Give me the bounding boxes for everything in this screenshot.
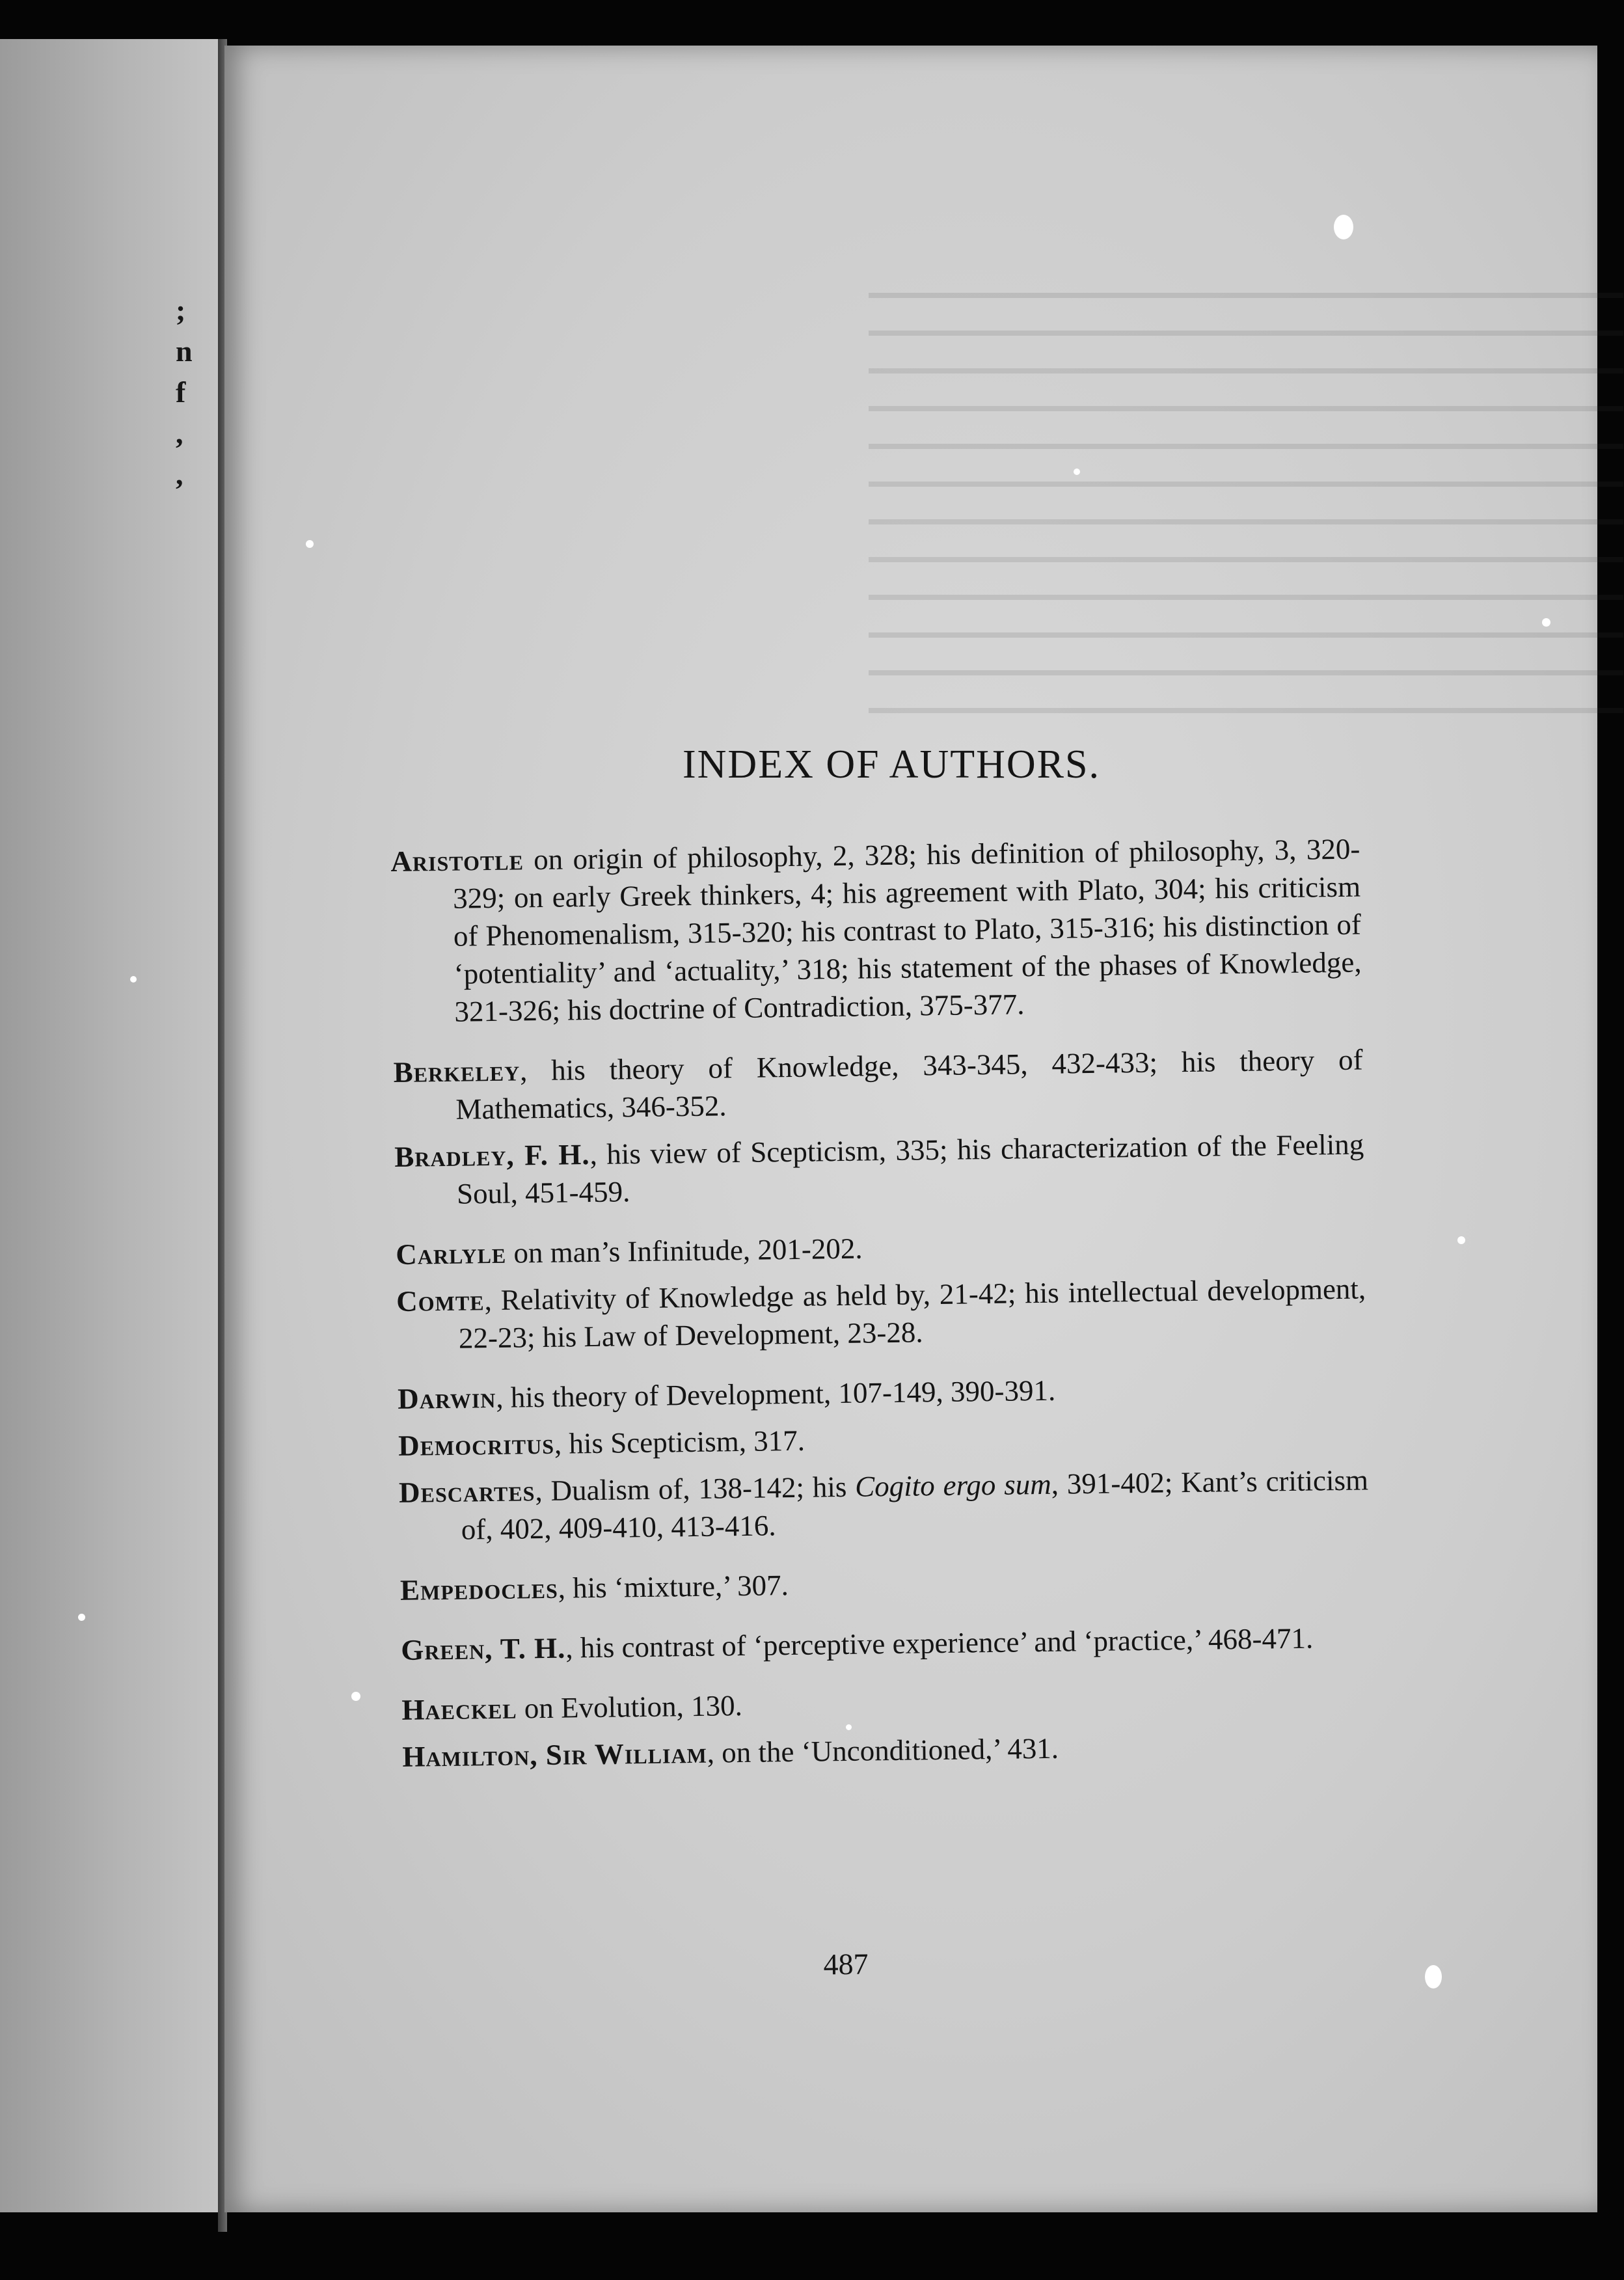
author-name: Green, T. H. (400, 1631, 566, 1666)
dust-speck (846, 1724, 852, 1730)
left-fragment: f (176, 375, 186, 409)
dust-speck (130, 976, 137, 983)
author-name: Berkeley (393, 1054, 521, 1089)
index-entry-democritus (398, 1414, 1368, 1464)
author-name: Aristotle (390, 843, 524, 878)
author-name: Comte (396, 1284, 485, 1318)
entry-text: , Dualism of, 138-142; his (535, 1470, 856, 1508)
dust-speck (306, 540, 314, 548)
left-fragment: ; (176, 293, 186, 327)
author-name: Democritus (398, 1427, 555, 1462)
index-entry-darwin (398, 1367, 1368, 1417)
index-entry-hamilton (402, 1725, 1372, 1775)
index-entries (390, 830, 1372, 1775)
entry-text: , his Scepticism, 317. (554, 1424, 805, 1460)
page-number: 487 (823, 1947, 869, 1981)
entry-text: on origin of philosophy, 2, 328; his definition of philosophy, 3, 320-329; on early Greek thinkers, 4; his agreement with Plato, 304; his criticism of Phenomenalism, 315-320; his contrast to Plato, 315-316; his distinction of ‘potentiality’ and ‘actuality,’ 318; his statement of the phases of Knowledge, 321-326; his doctrine of Contradiction, 375-377. (452, 832, 1362, 1028)
index-entry-descartes (399, 1461, 1369, 1549)
entry-text: , 391-402; Kant’s criticism of, 402, 409-410, 413-416. (461, 1463, 1369, 1546)
entry-text: , his ‘mixture,’ 307. (558, 1569, 789, 1605)
author-name: Empedocles (399, 1571, 559, 1607)
index-entry-haeckel (401, 1678, 1372, 1728)
entry-text: , his view of Scepticism, 335; his characterization of the Feeling Soul, 451-459. (456, 1128, 1364, 1210)
entry-text: on Evolution, 130. (517, 1689, 743, 1725)
author-name: Descartes (398, 1474, 535, 1509)
author-name: Haeckel (401, 1692, 517, 1726)
entry-text: , on the ‘Unconditioned,’ 431. (707, 1731, 1059, 1769)
entry-text: on man’s Infinitude, 201-202. (506, 1232, 863, 1269)
entry-text: , his theory of Development, 107-149, 390-391. (496, 1374, 1056, 1414)
entry-italic-phrase: Cogito ergo sum (854, 1467, 1052, 1503)
dust-speck (1074, 468, 1080, 475)
index-entry-berkeley (393, 1040, 1363, 1128)
entry-text: , his theory of Knowledge, 343-345, 432-433; his theory of Mathematics, 346-352. (455, 1043, 1363, 1126)
index-entry-carlyle (396, 1223, 1366, 1273)
left-fragment: , (176, 457, 183, 491)
left-fragment: , (176, 416, 183, 450)
dust-speck (1334, 215, 1353, 239)
author-name: Hamilton, Sir William (402, 1736, 708, 1773)
index-entry-bradley (394, 1125, 1364, 1213)
index-entry-empedocles (400, 1558, 1370, 1608)
author-name: Darwin (397, 1381, 496, 1415)
dust-speck (351, 1692, 360, 1701)
dust-speck (1457, 1236, 1465, 1244)
author-name: Carlyle (395, 1236, 507, 1271)
entry-text: , his contrast of ‘perceptive experience’ and ‘practice,’ 468-471. (565, 1622, 1314, 1664)
dust-speck (78, 1614, 85, 1621)
left-fragment: n (176, 334, 193, 368)
index-entry-green (401, 1618, 1371, 1668)
author-name: Bradley, F. H. (394, 1138, 590, 1173)
index-entry-comte (396, 1269, 1366, 1357)
dust-speck (1542, 618, 1550, 627)
index-entry-aristotle (390, 830, 1362, 1031)
dust-speck (1425, 1965, 1442, 1988)
page-title: INDEX OF AUTHORS. (683, 742, 1100, 787)
entry-text: , Relativity of Knowledge as held by, 21-42; his intellectual development, 22-23; his Law of Development, 23-28. (458, 1272, 1366, 1355)
